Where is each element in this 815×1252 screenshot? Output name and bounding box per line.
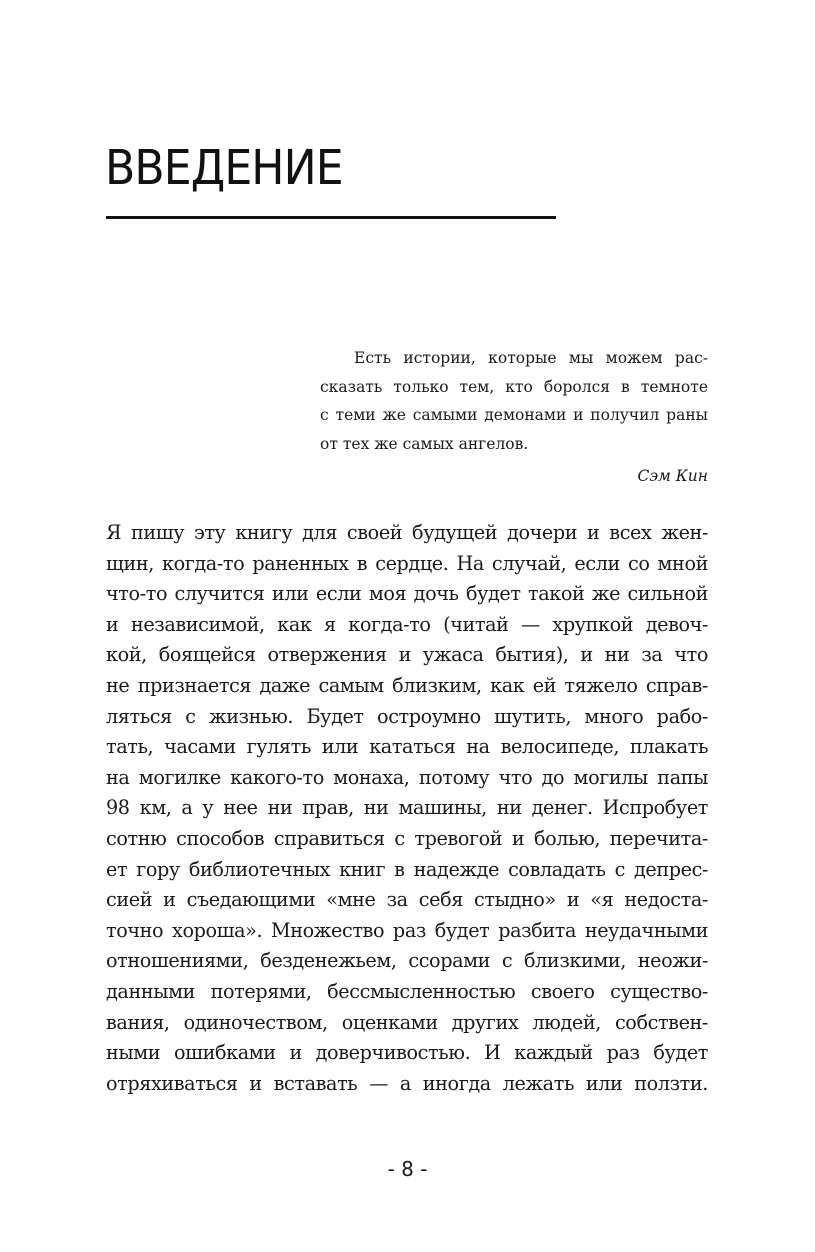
body-line: кой, боящейся отвержения и ужаса бытия), и ни за что: [106, 643, 708, 667]
epigraph-line: с теми же самыми демонами и получил раны: [320, 406, 708, 424]
epigraph-line: от тех же самых ангелов.: [320, 434, 529, 453]
body-line: сотню способов справиться с тревогой и болью, перечита-: [106, 826, 708, 850]
body-line: ет гору библиотечных книг в надежде совладать с депрес-: [106, 857, 708, 881]
chapter-title: ВВЕДЕНИЕ: [105, 140, 343, 196]
epigraph-line: сказать только тем, кто боролся в темноте: [320, 377, 708, 396]
body-line: отряхиваться и вставать — а иногда лежать или ползти.: [106, 1071, 708, 1095]
body-line: ными ошибками и доверчивостью. И каждый раз будет: [106, 1041, 708, 1065]
body-line: 98 км, а у нее ни прав, ни машины, ни денег. Испробует: [106, 796, 708, 820]
page-number: - 8 -: [387, 1157, 428, 1181]
body-line: что-то случится или если моя дочь будет такой же сильной: [106, 582, 708, 606]
body-line: Я пишу эту книгу для своей будущей дочери и всех жен-: [106, 521, 708, 544]
body-line: на могилке какого-то монаха, потому что до могилы папы: [106, 765, 708, 789]
body-line: вания, одиночеством, оценками других людей, собствен-: [106, 1010, 708, 1034]
body-line: ляться с жизнью. Будет остроумно шутить, много рабо-: [106, 704, 708, 728]
body-line: щин, когда-то раненных в сердце. На случай, если со мной: [106, 551, 708, 575]
body-line: данными потерями, бессмысленностью своего существо-: [106, 979, 708, 1003]
epigraph-line: Есть истории, которые мы можем рас-: [354, 349, 708, 367]
body-paragraph: [106, 518, 708, 1099]
epigraph-author: Сэм Кин: [637, 467, 708, 485]
body-line: сией и съедающими «мне за себя стыдно» и «я недоста-: [106, 888, 708, 912]
body-line: и независимой, как я когда-то (читай — хрупкой девоч-: [106, 612, 708, 636]
body-line: отношениями, безденежьем, ссорами с близкими, неожи-: [106, 949, 708, 973]
body-line: не признается даже самым близким, как ей тяжело справ-: [106, 673, 708, 697]
epigraph: [320, 344, 708, 491]
body-line: точно хороша». Множество раз будет разбита неудачными: [106, 918, 708, 942]
title-underline: [106, 216, 556, 219]
body-line: тать, часами гулять или кататься на велосипеде, плакать: [106, 735, 708, 759]
